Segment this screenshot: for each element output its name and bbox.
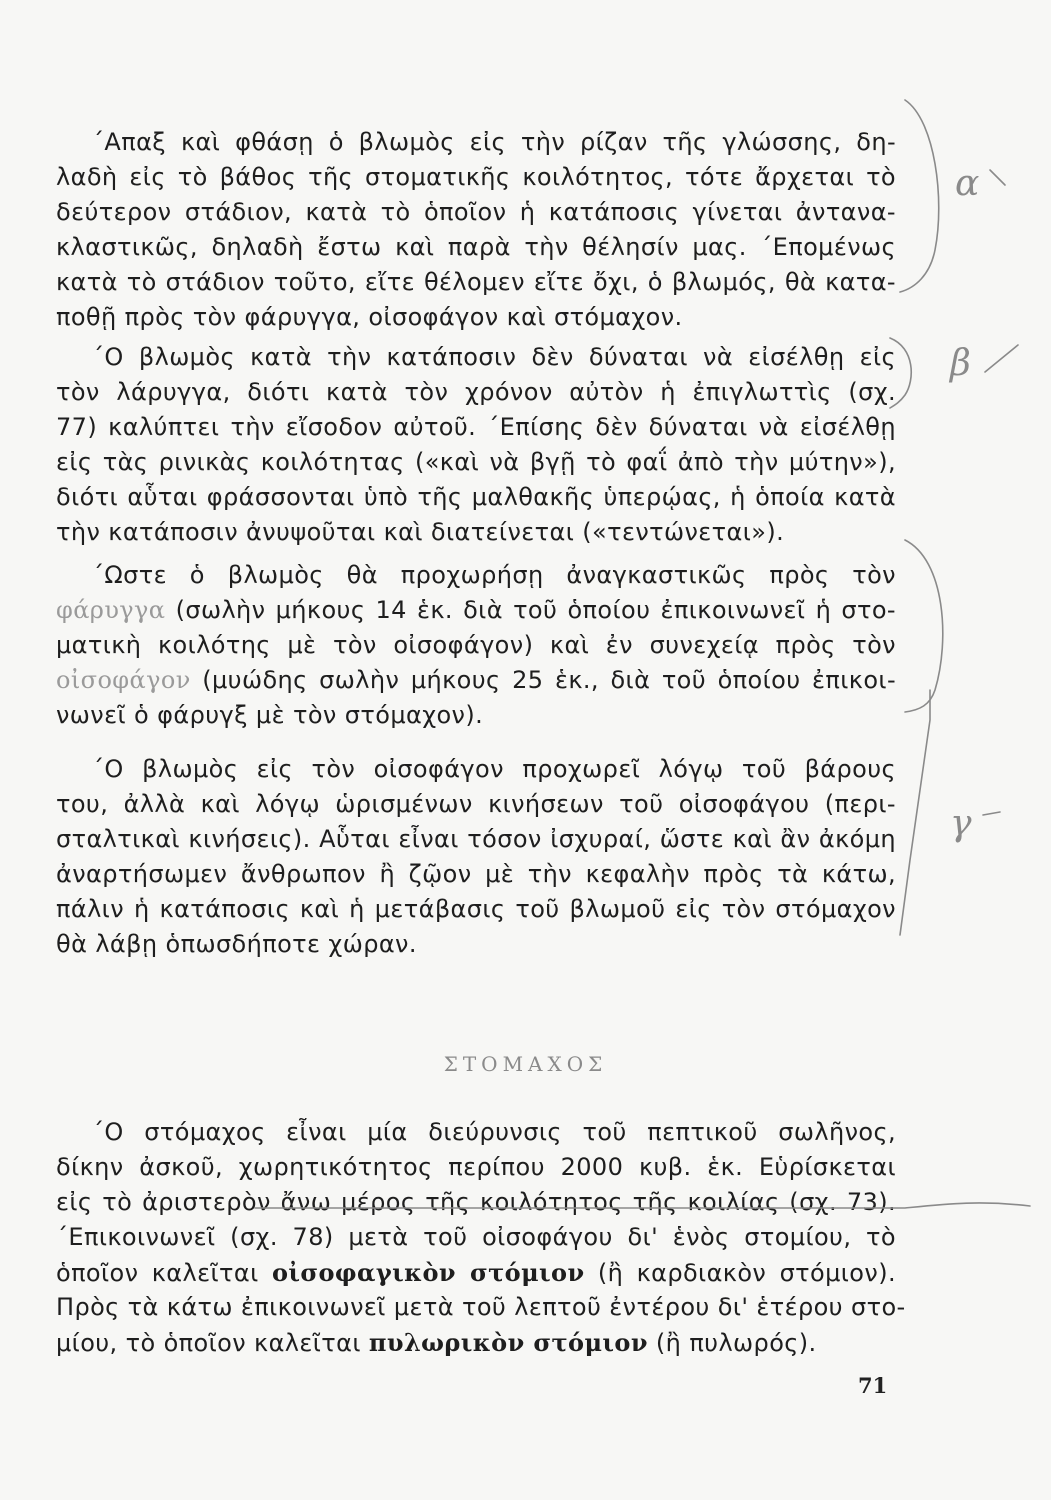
text-line: κατὰ τὸ στάδιον τοῦτο, εἴτε θέλομεν εἴτε ὄχι, ὁ βλωμός, θὰ κατα- xyxy=(56,268,896,296)
text-line: δεύτερον στάδιον, κατὰ τὸ ὁποῖον ἡ κατάποσις γίνεται ἀντανα- xyxy=(56,198,896,226)
paragraph-stomach xyxy=(56,1115,906,1360)
margin-note-alpha: α xyxy=(955,163,980,204)
text-line: 77) καλύπτει τὴν εἴσοδον αὐτοῦ. ΄Επίσης δὲν δύναται νὰ εἰσέλθῃ xyxy=(56,413,896,441)
paragraph-larynx-protection xyxy=(56,340,896,550)
paragraph-swallowing-second-stage xyxy=(56,125,896,335)
text-line: εἰς τὰς ρινικὰς κοιλότητας («καὶ νὰ βγῇ τὸ φαΐ ἀπὸ τὴν μύτην»), xyxy=(56,448,896,476)
text-line: νωνεῖ ὁ φάρυγξ μὲ τὸν στόμαχον). xyxy=(56,701,484,729)
text-line: ὁποῖον καλεῖται οἰσοφαγικὸν στόμιον (ἢ καρδιακὸν στόμιον). xyxy=(56,1258,896,1287)
text-line: ἀναρτήσωμεν ἄνθρωπον ἢ ζῷον μὲ τὴν κεφαλὴν πρὸς τὰ κάτω, xyxy=(56,860,896,888)
text-line: ΄Απαξ καὶ φθάσῃ ὁ βλωμὸς εἰς τὴν ρίζαν τῆς γλώσσης, δη- xyxy=(92,128,896,156)
text-line: διότι αὗται φράσσονται ὑπὸ τῆς μαλθακῆς ὑπερῴας, ἡ ὁποία κατὰ xyxy=(56,483,896,511)
term-esophageal-orifice: οἰσοφαγικὸν στόμιον xyxy=(271,1258,585,1287)
text-line: σταλτικαὶ κινήσεις). Αὗται εἶναι τόσον ἰσχυραί, ὥστε καὶ ἂν ἀκόμη xyxy=(56,825,896,853)
text-line: μίου, τὸ ὁποῖον καλεῖται πυλωρικὸν στόμιον (ἢ πυλωρός). xyxy=(56,1328,817,1357)
margin-note-beta: β xyxy=(950,343,971,384)
text-line: δίκην ἀσκοῦ, χωρητικότητος περίπου 2000 κυβ. ἑκ. Εὑρίσκεται xyxy=(56,1153,896,1181)
tick-mark-g xyxy=(983,812,1000,815)
line-mark-c xyxy=(900,690,930,935)
paragraph-peristalsis xyxy=(56,752,896,962)
bracket-mark-c xyxy=(905,540,943,712)
text-line: ΄Ο βλωμὸς εἰς τὸν οἰσοφάγον προχωρεῖ λόγῳ τοῦ βάρους xyxy=(92,755,896,783)
term-pharynx: φάρυγγα xyxy=(56,596,166,624)
text-line: λαδὴ εἰς τὸ βάθος τῆς στοματικῆς κοιλότητος, τότε ἄρχεται τὸ xyxy=(56,163,896,191)
text-line: του, ἀλλὰ καὶ λόγῳ ὡρισμένων κινήσεων τοῦ οἰσοφάγου (περι- xyxy=(56,790,896,818)
margin-note-gamma: γ xyxy=(950,803,972,844)
text-line: τὸν λάρυγγα, διότι κατὰ τὸν χρόνον αὐτὸν ἡ ἐπιγλωττὶς (σχ. xyxy=(56,378,896,406)
text-line: πάλιν ἡ κατάποσις καὶ ἡ μετάβασις τοῦ βλωμοῦ εἰς τὸν στόμαχον xyxy=(56,895,896,923)
section-heading: ΣΤΟΜΑΧΟΣ xyxy=(443,1052,608,1076)
text-line: κλαστικῶς, δηλαδὴ ἔστω καὶ παρὰ τὴν θέλησίν μας. ΄Επομένως xyxy=(56,233,896,261)
text-line: ποθῇ πρὸς τὸν φάρυγγα, οἰσοφάγον καὶ στόμαχον. xyxy=(56,303,683,331)
text-line: ΄Επικοινωνεῖ (σχ. 78) μετὰ τοῦ οἰσοφάγου δι' ἑνὸς στομίου, τὸ xyxy=(56,1223,896,1251)
text-line: εἰς τὸ ἀριστερὸν ἄνω μέρος τῆς κοιλότητος τῆς κοιλίας (σχ. 73). xyxy=(56,1188,896,1216)
text-line: ΄Ο στόμαχος εἶναι μία διεύρυνσις τοῦ πεπτικοῦ σωλῆνος, xyxy=(92,1118,896,1146)
text-line: ΄Ωστε ὁ βλωμὸς θὰ προχωρήσῃ ἀναγκαστικῶς πρὸς τὸν xyxy=(92,561,896,589)
text-line: Πρὸς τὰ κάτω ἐπικοινωνεῖ μετὰ τοῦ λεπτοῦ ἐντέρου δι' ἑτέρου στο- xyxy=(56,1293,906,1321)
text-line: οἰσοφάγον (μυώδης σωλὴν μήκους 25 ἑκ., διὰ τοῦ ὁποίου ἐπικοι- xyxy=(56,666,896,694)
text-line: τὴν κατάποσιν ἀνυψοῦται καὶ διατείνεται («τεντώνεται»). xyxy=(56,518,785,546)
tick-mark-b xyxy=(985,345,1018,372)
term-esophagus: οἰσοφάγον xyxy=(56,666,191,694)
text-line: θὰ λάβῃ ὁπωσδήποτε χώραν. xyxy=(56,930,417,958)
text-line: ΄Ο βλωμὸς κατὰ τὴν κατάποσιν δὲν δύναται νὰ εἰσέλθῃ εἰς xyxy=(92,343,896,371)
bracket-mark-a xyxy=(900,100,939,292)
text-line: ματικὴ κοιλότης μὲ τὸν οἰσοφάγον) καὶ ἐν συνεχείᾳ πρὸς τὸν xyxy=(56,631,896,659)
page-number: 71 xyxy=(858,1373,888,1398)
paragraph-pharynx-esophagus xyxy=(56,558,896,733)
term-pyloric-orifice: πυλωρικὸν στόμιον xyxy=(368,1328,648,1357)
text-line: φάρυγγα (σωλὴν μήκους 14 ἑκ. διὰ τοῦ ὁποίου ἐπικοινωνεῖ ἡ στο- xyxy=(56,596,896,624)
tick-mark-a xyxy=(990,170,1005,185)
